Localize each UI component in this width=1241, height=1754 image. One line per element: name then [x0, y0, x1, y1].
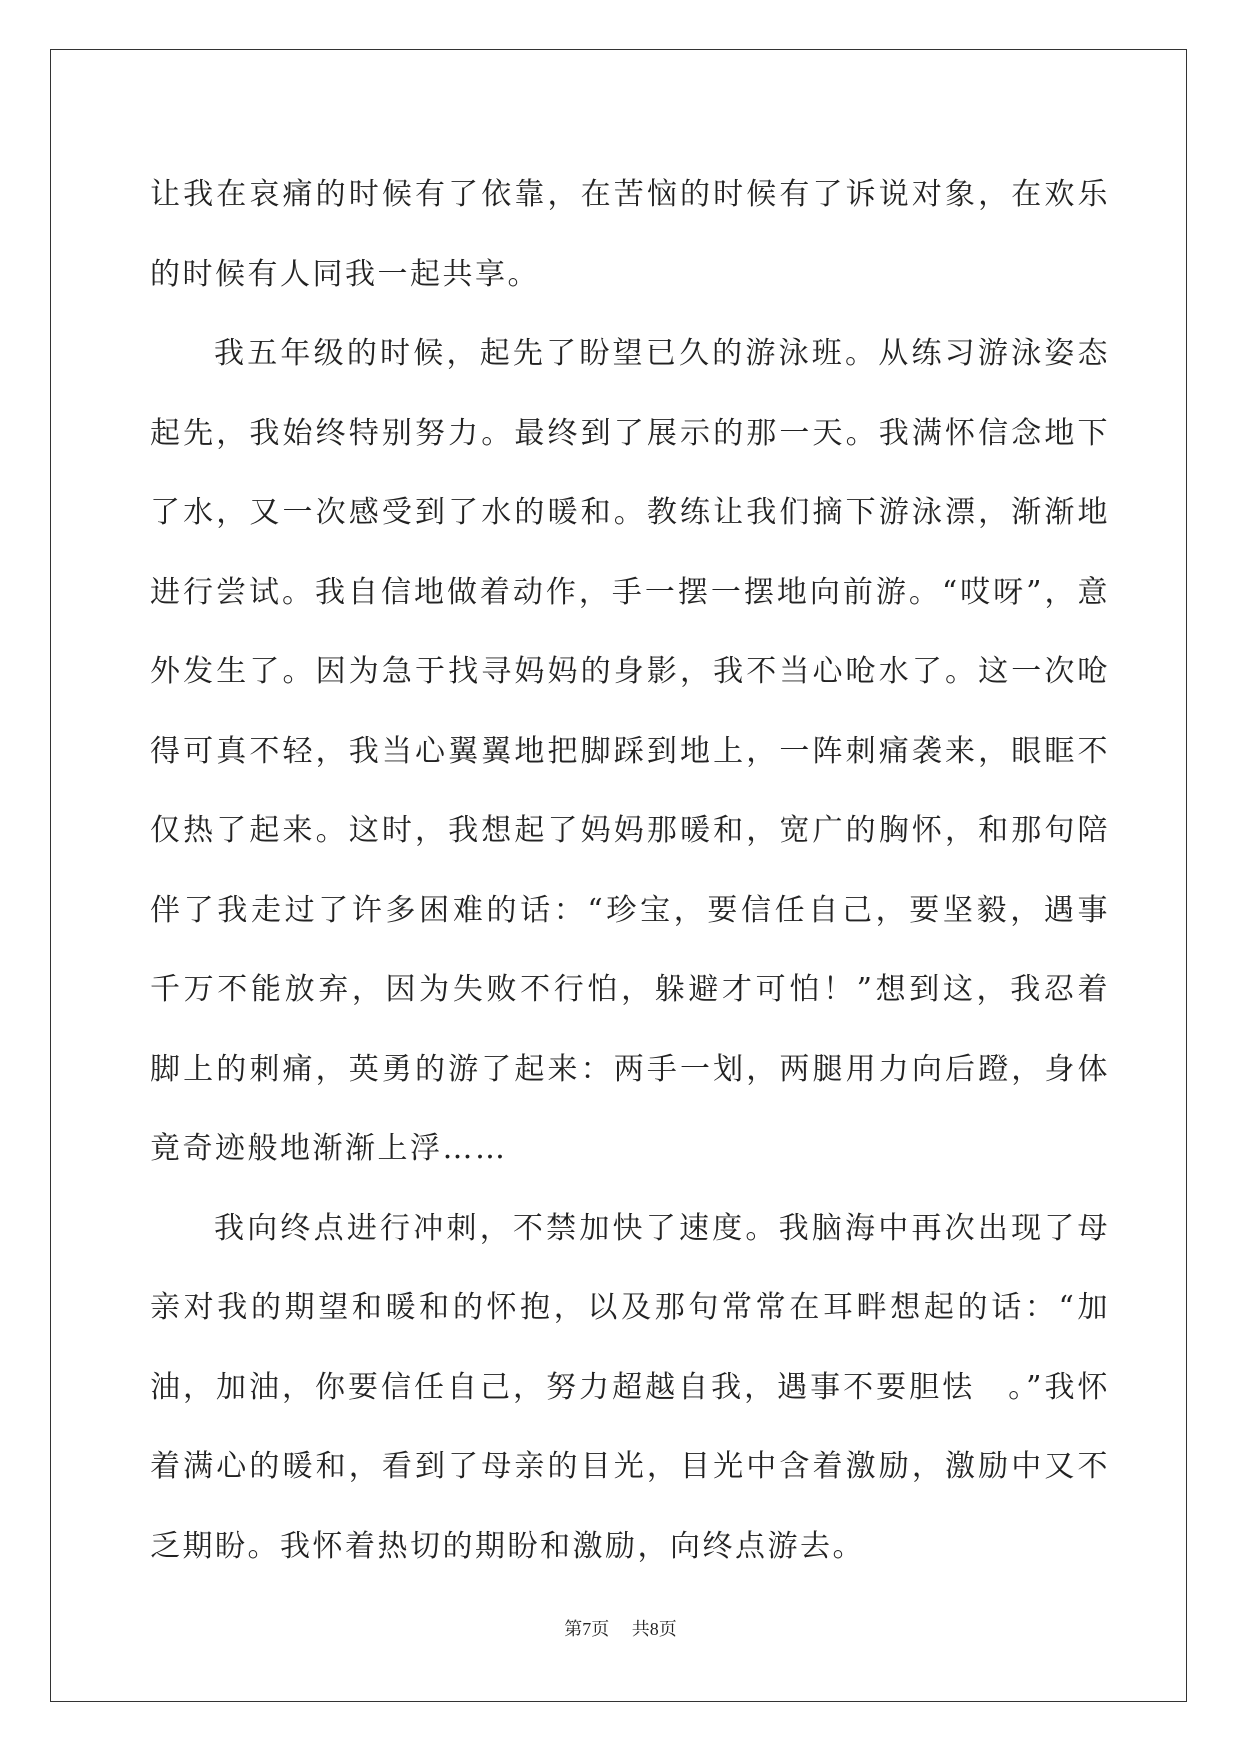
document-body	[150, 155, 1110, 1586]
paragraph-1: 让我在哀痛的时候有了依靠，在苦恼的时候有了诉说对象，在欢乐的时候有人同我一起共享。	[150, 177, 1110, 292]
paragraph-2: 我五年级的时候，起先了盼望已久的游泳班。从练习游泳姿态起先，我始终特别努力。最终到了展示的那一天。我满怀信念地下了水，又一次感受到了水的暖和。教练让我们摘下游泳漂，渐渐地进行尝试。我自信地做着动作，手一摆一摆地向前游。“哎呀”，意外发生了。因为急于找寻妈妈的身影，我不当心呛水了。这一次呛得可真不轻，我当心翼翼地把脚踩到地上，一阵刺痛袭来，眼眶不仅热了起来。这时，我想起了妈妈那暖和，宽广的胸怀，和那句陪伴了我走过了许多困难的话：“珍宝，要信任自己，要坚毅，遇事千万不能放弃，因为失败不行怕，躲避才可怕！”想到这，我忍着脚上的刺痛，英勇的游了起来：两手一划，两腿用力向后蹬，身体竟奇迹般地渐渐上浮……	[150, 336, 1110, 1166]
page-total: 共8页	[631, 1619, 677, 1639]
paragraph-3: 我向终点进行冲刺，不禁加快了速度。我脑海中再次出现了母亲对我的期望和暖和的怀抱，以及那句常常在耳畔想起的话：“加油，加油，你要信任自己，努力超越自我，遇事不要胆怯 。”我怀着满心的暖和，看到了母亲的目光，目光中含着激励，激励中又不乏期盼。我怀着热切的期盼和激励，向终点游去。	[150, 1210, 1110, 1564]
page-footer	[0, 1615, 1241, 1641]
page-number: 第7页	[564, 1619, 610, 1639]
